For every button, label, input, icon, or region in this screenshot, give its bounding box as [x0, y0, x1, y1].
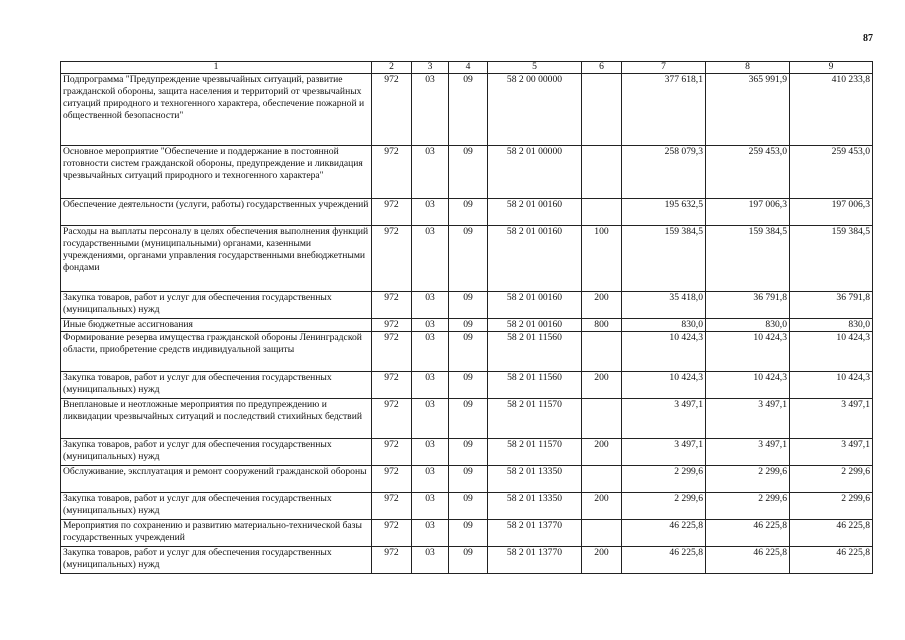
amount-year-1: 159 384,5 — [622, 226, 706, 292]
row-name: Закупка товаров, работ и услуг для обеспечения государственных (муниципальных) нужд — [61, 372, 372, 399]
column-header: 1 — [61, 62, 372, 74]
column-header: 4 — [449, 62, 488, 74]
section-code: 03 — [412, 466, 449, 493]
section-code: 03 — [412, 547, 449, 574]
amount-year-2: 365 991,9 — [706, 74, 790, 146]
target-article: 58 2 01 13770 — [488, 520, 582, 547]
amount-year-1: 258 079,3 — [622, 146, 706, 199]
row-name: Основное мероприятие "Обеспечение и поддержание в постоянной готовности систем гражданской обороны, предупреждение и ликвидация чрезвычайных ситуаций природного и техногенного характера" — [61, 146, 372, 199]
target-article: 58 2 01 00160 — [488, 226, 582, 292]
amount-year-3: 259 453,0 — [790, 146, 873, 199]
table-row — [61, 493, 873, 520]
expense-type: 200 — [582, 292, 622, 319]
table-row — [61, 520, 873, 547]
amount-year-1: 2 299,6 — [622, 466, 706, 493]
ministry-code: 972 — [372, 547, 412, 574]
amount-year-1: 2 299,6 — [622, 493, 706, 520]
section-code: 03 — [412, 372, 449, 399]
table-row — [61, 226, 873, 292]
amount-year-3: 159 384,5 — [790, 226, 873, 292]
amount-year-2: 830,0 — [706, 319, 790, 332]
row-name: Формирование резерва имущества гражданской обороны Ленинградской области, приобретение средств индивидуальной защиты — [61, 332, 372, 372]
column-header: 6 — [582, 62, 622, 74]
expense-type: 100 — [582, 226, 622, 292]
subsection-code: 09 — [449, 199, 488, 226]
subsection-code: 09 — [449, 399, 488, 439]
amount-year-2: 259 453,0 — [706, 146, 790, 199]
row-name: Расходы на выплаты персоналу в целях обеспечения выполнения функций государственными (муниципальными) органами, казенными учреждениями, органами управления государственными внебюджетными фондами — [61, 226, 372, 292]
column-header: 5 — [488, 62, 582, 74]
subsection-code: 09 — [449, 74, 488, 146]
ministry-code: 972 — [372, 292, 412, 319]
expense-type — [582, 146, 622, 199]
amount-year-1: 10 424,3 — [622, 372, 706, 399]
expense-type: 200 — [582, 547, 622, 574]
subsection-code: 09 — [449, 439, 488, 466]
amount-year-3: 830,0 — [790, 319, 873, 332]
amount-year-2: 3 497,1 — [706, 399, 790, 439]
table-row — [61, 439, 873, 466]
row-name: Обслуживание, эксплуатация и ремонт сооружений гражданской обороны — [61, 466, 372, 493]
amount-year-1: 830,0 — [622, 319, 706, 332]
ministry-code: 972 — [372, 493, 412, 520]
section-code: 03 — [412, 199, 449, 226]
section-code: 03 — [412, 74, 449, 146]
amount-year-1: 3 497,1 — [622, 439, 706, 466]
amount-year-1: 10 424,3 — [622, 332, 706, 372]
page-number: 87 — [863, 33, 873, 44]
subsection-code: 09 — [449, 520, 488, 547]
expense-type — [582, 466, 622, 493]
ministry-code: 972 — [372, 226, 412, 292]
amount-year-3: 10 424,3 — [790, 372, 873, 399]
subsection-code: 09 — [449, 146, 488, 199]
row-name: Закупка товаров, работ и услуг для обеспечения государственных (муниципальных) нужд — [61, 439, 372, 466]
expense-type: 200 — [582, 493, 622, 520]
ministry-code: 972 — [372, 439, 412, 466]
header-row — [61, 62, 873, 74]
expense-type — [582, 199, 622, 226]
target-article: 58 2 01 13350 — [488, 466, 582, 493]
column-header: 9 — [790, 62, 873, 74]
expense-type — [582, 520, 622, 547]
table-row — [61, 292, 873, 319]
subsection-code: 09 — [449, 292, 488, 319]
section-code: 03 — [412, 493, 449, 520]
amount-year-2: 159 384,5 — [706, 226, 790, 292]
amount-year-3: 3 497,1 — [790, 399, 873, 439]
amount-year-3: 46 225,8 — [790, 520, 873, 547]
subsection-code: 09 — [449, 547, 488, 574]
section-code: 03 — [412, 226, 449, 292]
table-row — [61, 547, 873, 574]
amount-year-1: 195 632,5 — [622, 199, 706, 226]
amount-year-2: 197 006,3 — [706, 199, 790, 226]
row-name: Закупка товаров, работ и услуг для обеспечения государственных (муниципальных) нужд — [61, 292, 372, 319]
row-name: Подпрограмма "Предупреждение чрезвычайных ситуаций, развитие гражданской обороны, защита населения и территорий от чрезвычайных ситуаций природного и техногенного характера, обеспечение пожарной и общественной безопасности" — [61, 74, 372, 146]
row-name: Обеспечение деятельности (услуги, работы) государственных учреждений — [61, 199, 372, 226]
section-code: 03 — [412, 399, 449, 439]
section-code: 03 — [412, 520, 449, 547]
expense-type — [582, 399, 622, 439]
column-header: 8 — [706, 62, 790, 74]
amount-year-1: 46 225,8 — [622, 547, 706, 574]
column-header: 7 — [622, 62, 706, 74]
target-article: 58 2 01 00160 — [488, 319, 582, 332]
expense-type — [582, 332, 622, 372]
expense-type: 200 — [582, 439, 622, 466]
table-row — [61, 319, 873, 332]
amount-year-2: 46 225,8 — [706, 520, 790, 547]
amount-year-1: 3 497,1 — [622, 399, 706, 439]
target-article: 58 2 01 13350 — [488, 493, 582, 520]
ministry-code: 972 — [372, 399, 412, 439]
subsection-code: 09 — [449, 466, 488, 493]
ministry-code: 972 — [372, 319, 412, 332]
row-name: Внеплановые и неотложные мероприятия по предупреждению и ликвидации чрезвычайных ситуаций и последствий стихийных бедствий — [61, 399, 372, 439]
table-row — [61, 199, 873, 226]
subsection-code: 09 — [449, 226, 488, 292]
amount-year-2: 46 225,8 — [706, 547, 790, 574]
table-row — [61, 146, 873, 199]
amount-year-2: 3 497,1 — [706, 439, 790, 466]
section-code: 03 — [412, 439, 449, 466]
target-article: 58 2 01 11560 — [488, 372, 582, 399]
ministry-code: 972 — [372, 74, 412, 146]
amount-year-3: 410 233,8 — [790, 74, 873, 146]
table-row — [61, 372, 873, 399]
budget-table — [60, 61, 873, 574]
section-code: 03 — [412, 292, 449, 319]
amount-year-2: 10 424,3 — [706, 372, 790, 399]
ministry-code: 972 — [372, 520, 412, 547]
row-name: Мероприятия по сохранению и развитию материально-технической базы государственных учреждений — [61, 520, 372, 547]
expense-type: 800 — [582, 319, 622, 332]
amount-year-2: 36 791,8 — [706, 292, 790, 319]
section-code: 03 — [412, 332, 449, 372]
amount-year-2: 10 424,3 — [706, 332, 790, 372]
amount-year-3: 36 791,8 — [790, 292, 873, 319]
section-code: 03 — [412, 146, 449, 199]
amount-year-3: 2 299,6 — [790, 466, 873, 493]
amount-year-3: 3 497,1 — [790, 439, 873, 466]
subsection-code: 09 — [449, 372, 488, 399]
ministry-code: 972 — [372, 466, 412, 493]
target-article: 58 2 01 11570 — [488, 399, 582, 439]
subsection-code: 09 — [449, 332, 488, 372]
amount-year-3: 46 225,8 — [790, 547, 873, 574]
target-article: 58 2 01 00160 — [488, 292, 582, 319]
target-article: 58 2 01 00000 — [488, 146, 582, 199]
target-article: 58 2 01 11560 — [488, 332, 582, 372]
amount-year-3: 197 006,3 — [790, 199, 873, 226]
table-row — [61, 399, 873, 439]
table-row — [61, 332, 873, 372]
target-article: 58 2 01 13770 — [488, 547, 582, 574]
target-article: 58 2 00 00000 — [488, 74, 582, 146]
ministry-code: 972 — [372, 146, 412, 199]
amount-year-1: 377 618,1 — [622, 74, 706, 146]
ministry-code: 972 — [372, 199, 412, 226]
amount-year-2: 2 299,6 — [706, 493, 790, 520]
ministry-code: 972 — [372, 372, 412, 399]
amount-year-3: 2 299,6 — [790, 493, 873, 520]
expense-type — [582, 74, 622, 146]
subsection-code: 09 — [449, 319, 488, 332]
table-row — [61, 466, 873, 493]
row-name: Закупка товаров, работ и услуг для обеспечения государственных (муниципальных) нужд — [61, 493, 372, 520]
row-name: Закупка товаров, работ и услуг для обеспечения государственных (муниципальных) нужд — [61, 547, 372, 574]
row-name: Иные бюджетные ассигнования — [61, 319, 372, 332]
amount-year-1: 35 418,0 — [622, 292, 706, 319]
column-header: 3 — [412, 62, 449, 74]
expense-type: 200 — [582, 372, 622, 399]
ministry-code: 972 — [372, 332, 412, 372]
table-row — [61, 74, 873, 146]
target-article: 58 2 01 11570 — [488, 439, 582, 466]
subsection-code: 09 — [449, 493, 488, 520]
amount-year-1: 46 225,8 — [622, 520, 706, 547]
amount-year-2: 2 299,6 — [706, 466, 790, 493]
target-article: 58 2 01 00160 — [488, 199, 582, 226]
column-header: 2 — [372, 62, 412, 74]
section-code: 03 — [412, 319, 449, 332]
amount-year-3: 10 424,3 — [790, 332, 873, 372]
